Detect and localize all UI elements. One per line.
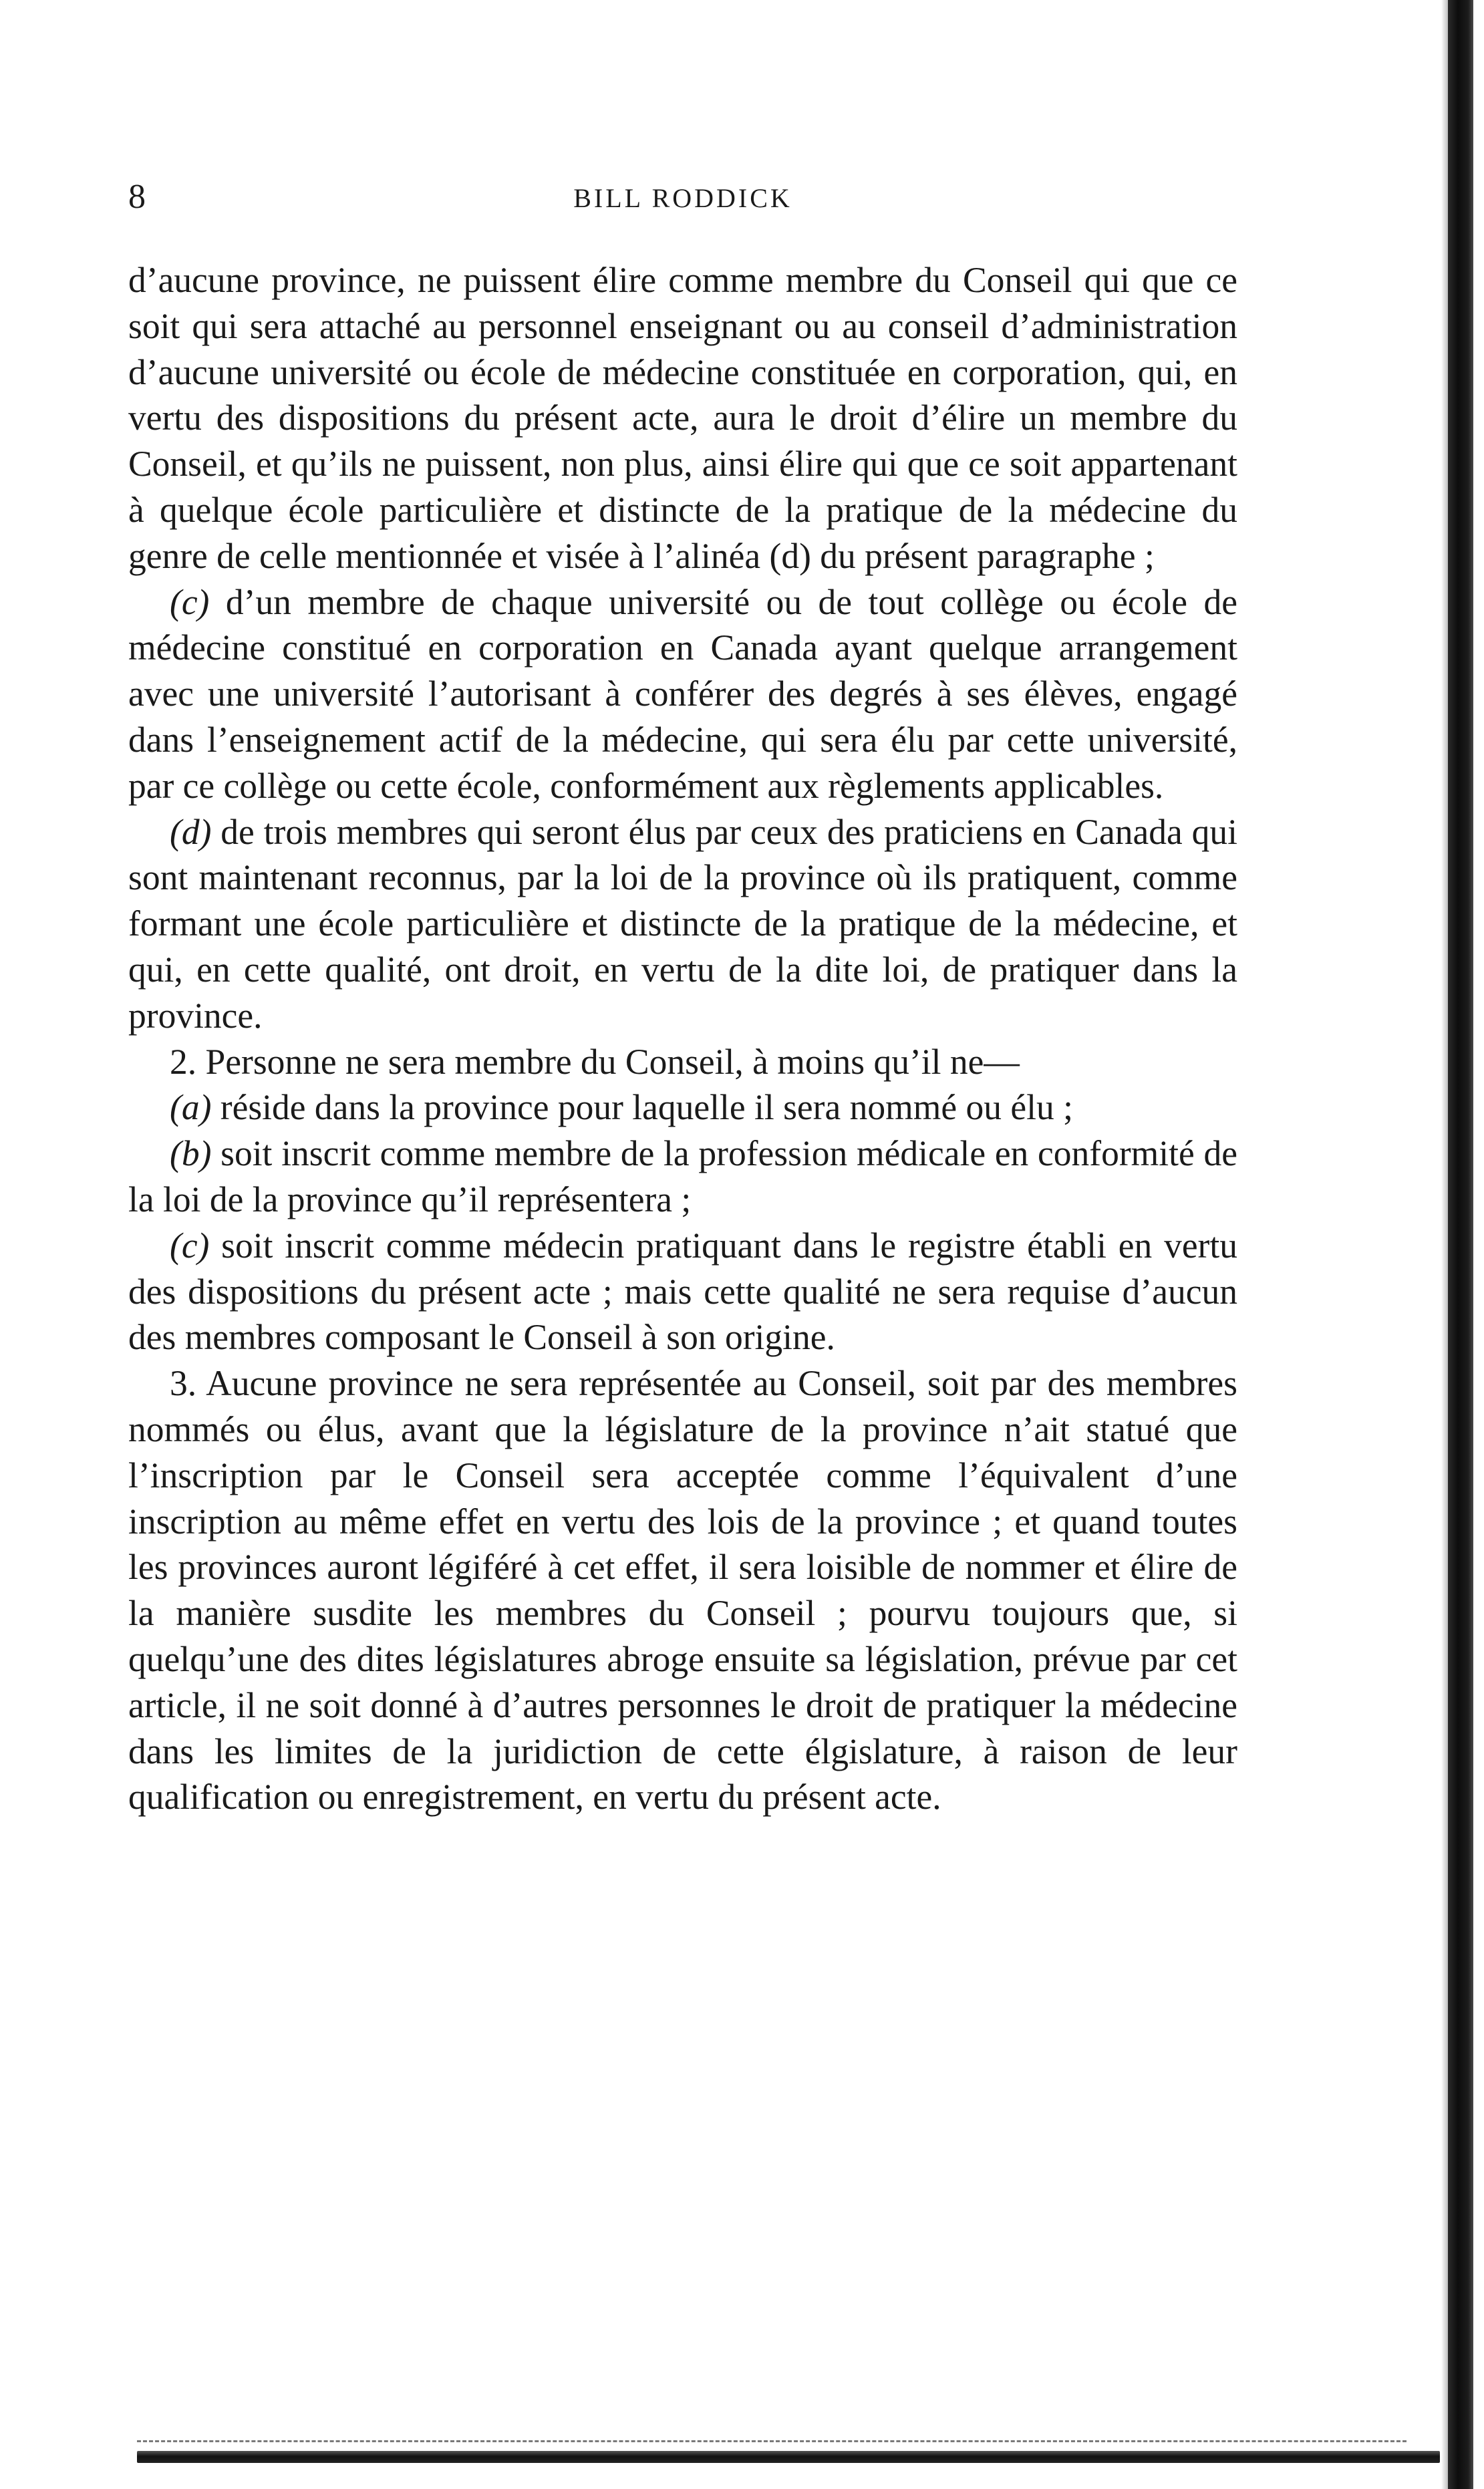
clause-label: (c) <box>170 1225 210 1266</box>
clause-label: (a) <box>170 1087 212 1128</box>
paragraph-section-3 <box>128 1360 1237 1820</box>
book-binding-edge <box>1448 0 1473 2489</box>
bottom-page-edge <box>137 2451 1440 2463</box>
paragraph-continuation <box>128 257 1237 579</box>
page-number: 8 <box>128 178 146 216</box>
clause-label: (c) <box>170 581 210 622</box>
paragraph-clause-c <box>128 579 1237 809</box>
paragraph-text: 3. Aucune province ne sera représentée au Conseil, soit par des membres nommés ou élus, avant que la législature de la province n’ait statué que l’inscription par le Conseil sera acceptée comme l’équivalent d’une inscription au même effet en vertu des lois de la province ; et quand toutes les provinces auront légiféré à cet effet, il sera loisible de nommer et élire de la manière susdite les membres du Conseil ; pourvu toujours que, si quelqu’une des dites législatures abroge ensuite sa législation, prévue par cet article, il ne soit donné à d’autres personnes le droit de pratiquer la médecine dans les limites de la juridiction de cette élgislature, à raison de leur qualification ou enregistrement, en vertu du présent acte. <box>128 1363 1237 1817</box>
paragraph-clause-a <box>128 1084 1237 1131</box>
paragraph-clause-c2 <box>128 1223 1237 1360</box>
paragraph-text: de trois membres qui seront élus par ceux des praticiens en Canada qui sont maintenant reconnus, par la loi de la province où ils pratiquent, comme formant une école particulière et distincte de la pratique de la médecine, et qui, en cette qualité, ont droit, en vertu de la dite loi, de pratiquer dans la province. <box>128 811 1237 1036</box>
paragraph-clause-b <box>128 1131 1237 1223</box>
bottom-edge-dashes <box>137 2440 1406 2442</box>
clause-label: (b) <box>170 1133 212 1174</box>
binding-shadow <box>1441 0 1448 2489</box>
paragraph-text: réside dans la province pour laquelle il sera nommé ou élu ; <box>211 1087 1073 1128</box>
page-header <box>128 177 1237 231</box>
paragraph-text: d’un membre de chaque université ou de tout collège ou école de médecine constitué en corporation en Canada ayant quelque arrangement avec une université l’autorisant à conférer des degrés à ses élèves, engagé dans l’enseignement actif de la médecine, qui sera élu par cette université, par ce collège ou cette école, conformément aux règlements applicables. <box>128 581 1237 806</box>
clause-label: (d) <box>170 811 212 852</box>
running-head: BILL RODDICK <box>573 183 792 213</box>
paragraph-text: 2. Personne ne sera membre du Conseil, à moins qu’il ne— <box>170 1041 1020 1082</box>
paragraph-clause-d <box>128 809 1237 1039</box>
paragraph-text: d’aucune province, ne puissent élire comme membre du Conseil qui que ce soit qui sera attaché au personnel enseignant ou au conseil d’administration d’aucune université ou école de médecine constituée en corporation, qui, en vertu des dispositions du présent acte, aura le droit d’élire un membre du Conseil, et qu’ils ne puissent, non plus, ainsi élire qui que ce soit appartenant à quelque école particulière et distincte de la pratique de la médecine du genre de celle mentionnée et visée à l’alinéa (d) du présent paragraphe ; <box>128 260 1237 576</box>
paragraph-text: soit inscrit comme médecin pratiquant dans le registre établi en vertu des dispositions du présent acte ; mais cette qualité ne sera requise d’aucun des membres composant le Conseil à son origine. <box>128 1225 1237 1358</box>
body-text <box>128 257 1237 1820</box>
paragraph-section-2 <box>128 1039 1237 1085</box>
paragraph-text: soit inscrit comme membre de la profession médicale en conformité de la loi de la province qu’il représentera ; <box>128 1133 1237 1219</box>
